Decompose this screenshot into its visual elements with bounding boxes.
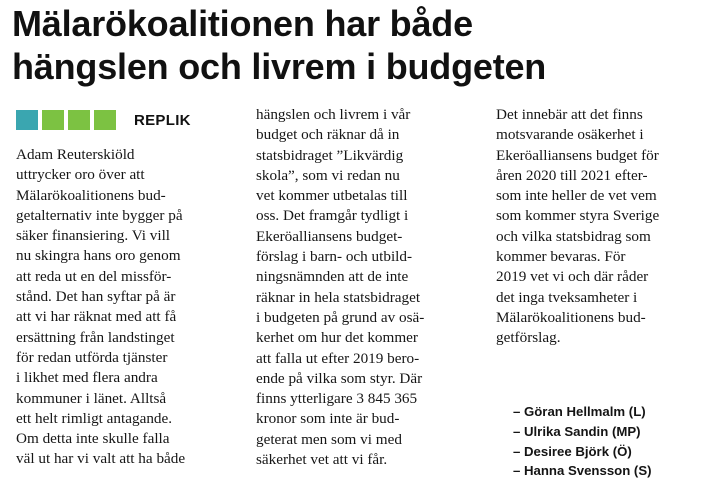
kicker-square: [16, 110, 38, 130]
body-text-line: ende på vilka som styr. Där: [256, 369, 423, 387]
body-column-2: [256, 105, 481, 470]
body-text-line: budget och räknar då in: [256, 126, 400, 144]
signature: – Göran Hellmalm (L): [513, 404, 646, 419]
body-text-line: 2019 vet vi och där råder: [496, 268, 649, 286]
body-text-line: oss. Det framgår tydligt i: [256, 207, 409, 225]
body-text-line: getalternativ inte bygger på: [16, 206, 183, 224]
signature: – Hanna Svensson (S): [513, 463, 652, 479]
body-text-line: motsvarande osäkerhet i: [496, 126, 644, 144]
kicker-label: REPLIK: [134, 111, 191, 129]
body-text-line: Det innebär att det finns: [496, 106, 643, 123]
body-column-3: [496, 105, 701, 349]
body-text-line: ningsnämnden att de inte: [256, 268, 409, 286]
body-column-1: [16, 145, 241, 470]
headline-line: Mälarökoalitionen har både: [12, 3, 473, 44]
body-text-line: hängslen och livrem i vår: [256, 106, 411, 123]
body-text-line: nu skingra hans oro genom: [16, 247, 181, 265]
body-text-line: räknar in hela statsbidraget: [256, 288, 421, 306]
body-text-line: Ekeröalliansens budget för: [496, 146, 659, 164]
body-text-line: som kommer styra Sverige: [496, 207, 660, 225]
body-text-line: säker finansiering. Vi vill: [16, 227, 171, 245]
signature-list: [513, 402, 703, 481]
kicker-square: [94, 110, 116, 130]
body-text-line: i budgeten på grund av osä-: [256, 308, 425, 326]
body-text-line: ersättning från landstinget: [16, 328, 175, 346]
body-text-line: Adam Reuterskiöld: [16, 146, 135, 163]
body-text-line: åren 2020 till 2021 efter-: [496, 166, 648, 184]
body-text-line: att reda ut en del missför-: [16, 267, 172, 285]
body-text-line: säkerhet vet att vi får.: [256, 451, 388, 469]
kicker: [16, 110, 191, 130]
body-text-line: Mälarökoalitionens bud-: [16, 186, 166, 204]
body-text-line: ett helt rimligt antagande.: [16, 409, 173, 427]
body-text-line: Ekeröalliansens budget-: [256, 227, 403, 245]
body-text-line: statsbidraget ”Likvärdig: [256, 146, 404, 164]
body-text-line: finns ytterligare 3 845 365: [256, 390, 418, 408]
body-text-line: kommer bevaras. För: [496, 248, 626, 266]
body-text-line: kronor som inte är bud-: [256, 410, 400, 428]
body-text-line: att vi har räknat med att få: [16, 308, 177, 326]
body-text-line: vet kommer utbetalas till: [256, 187, 408, 205]
signature: – Desiree Björk (Ö): [513, 443, 632, 459]
signature: – Ulrika Sandin (MP): [513, 423, 641, 439]
body-text-line: uttrycker oro över att: [16, 166, 145, 184]
body-text-line: geterat men som vi med: [256, 430, 402, 448]
body-text-line: getförslag.: [496, 329, 561, 347]
kicker-square: [42, 110, 64, 130]
body-text-line: kommuner i länet. Alltså: [16, 389, 167, 407]
body-text-line: stånd. Det han syftar på är: [16, 288, 176, 306]
body-text-line: för redan utförda tjänster: [16, 348, 168, 366]
headline: [12, 2, 702, 88]
body-text-line: Om detta inte skulle falla: [16, 430, 170, 448]
body-text-line: det inga tveksamheter i: [496, 288, 638, 306]
body-text-line: som inte heller de vet vem: [496, 187, 657, 205]
headline-line: hängslen och livrem i budgeten: [12, 46, 547, 87]
body-text-line: i likhet med flera andra: [16, 369, 158, 387]
body-text-line: väl ut har vi valt att ha både: [16, 450, 186, 468]
kicker-square: [68, 110, 90, 130]
body-text-line: förslag i barn- och utbild-: [256, 248, 413, 266]
body-text-line: skola”, som vi redan nu: [256, 166, 400, 184]
body-text-line: Mälarökoalitionens bud-: [496, 308, 646, 326]
body-text-line: att falla ut efter 2019 bero-: [256, 349, 420, 367]
body-text-line: kerhet om hur det kommer: [256, 329, 418, 347]
body-text-line: och vilka statsbidrag som: [496, 227, 651, 245]
